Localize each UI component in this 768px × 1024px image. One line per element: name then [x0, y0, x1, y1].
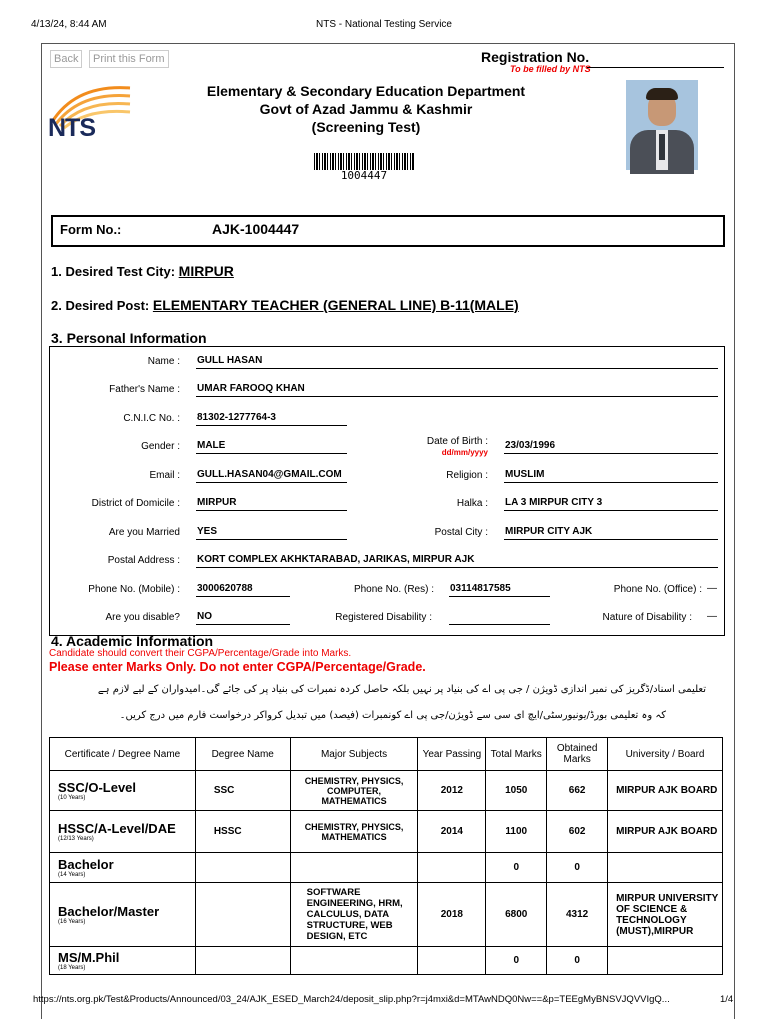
married-label: Are you Married — [108, 527, 180, 538]
total-cell: 0 — [486, 853, 547, 883]
subjects-cell — [290, 853, 418, 883]
logo-text: NTS — [48, 114, 95, 142]
address-label: Postal Address : — [107, 555, 180, 566]
mobile-value: 3000620788 — [196, 583, 290, 597]
cnic-value: 81302-1277764-3 — [196, 412, 347, 426]
father-value: UMAR FAROOQ KHAN — [196, 383, 718, 397]
registered-disability-value — [449, 611, 550, 625]
gender-label: Gender : — [141, 441, 180, 452]
board-cell: MIRPUR UNIVERSITY OF SCIENCE & TECHNOLOGY (MUST),MIRPUR — [608, 883, 723, 947]
degree-cell: HSSC — [195, 811, 290, 853]
religion-value: MUSLIM — [504, 469, 718, 483]
academic-header-row — [50, 738, 723, 771]
disable-label: Are you disable? — [105, 612, 180, 623]
degree-cell — [195, 883, 290, 947]
screening-title: (Screening Test) — [311, 119, 421, 135]
cert-years: (16 Years) — [58, 919, 86, 925]
cert-years: (14 Years) — [58, 872, 86, 878]
col-total: Total Marks — [486, 738, 547, 771]
registration-label: Registration No. — [481, 49, 590, 65]
subjects-cell — [290, 947, 418, 975]
total-cell: 1050 — [486, 771, 547, 811]
year-cell: 2014 — [418, 811, 486, 853]
desired-city — [51, 263, 234, 279]
urdu-note-2: کہ وہ تعلیمی بورڈ/یونیورسٹی/ایچ ای سی سے ڈویژن/جی پی اے کونمبرات (فیصد) میں تبدیل کرواکر درخواست فارم میں درج کریں۔ — [119, 710, 666, 721]
col-year: Year Passing — [418, 738, 486, 771]
gender-value: MALE — [196, 440, 347, 454]
halka-value: LA 3 MIRPUR CITY 3 — [504, 497, 718, 511]
table-row — [50, 853, 723, 883]
total-cell: 6800 — [486, 883, 547, 947]
table-row — [50, 947, 723, 975]
address-value: KORT COMPLEX AKHKTARABAD, JARIKAS, MIRPUR AJK — [196, 554, 718, 568]
form-no-label: Form No.: — [60, 222, 122, 237]
cert-years: (12/13 Years) — [58, 836, 94, 842]
cnic-label: C.N.I.C No. : — [123, 413, 180, 424]
domicile-value: MIRPUR — [196, 497, 347, 511]
registered-disability-label: Registered Disability : — [335, 612, 432, 623]
dob-value: 23/03/1996 — [504, 440, 718, 454]
subjects-cell: CHEMISTRY, PHYSICS, MATHEMATICS — [290, 811, 418, 853]
personal-heading: 3. Personal Information — [51, 330, 207, 346]
degree-cell — [195, 853, 290, 883]
candidate-photo — [626, 80, 698, 170]
dob-format: dd/mm/yyyy — [441, 448, 488, 457]
desired-post — [51, 297, 519, 313]
govt-title: Govt of Azad Jammu & Kashmir — [259, 101, 473, 117]
cert-cell — [50, 883, 196, 947]
disable-value: NO — [196, 611, 290, 625]
print-url: https://nts.org.pk/Test&Products/Announced/03_24/AJK_ESED_March24/deposit_slip.php?r=j4mxi&d=MTAwNDQ0Nw==&p=TEEgMyBNSVJQVVIgQ... — [33, 994, 670, 1005]
academic-note-1: Candidate should convert their CGPA/Percentage/Grade into Marks. — [49, 648, 352, 659]
desired-city-value: MIRPUR — [178, 263, 234, 279]
dob-label: Date of Birth : — [426, 436, 488, 447]
year-cell: 2018 — [418, 883, 486, 947]
academic-table — [49, 737, 723, 975]
obtained-cell: 4312 — [547, 883, 608, 947]
form-no-box — [51, 215, 725, 247]
academic-heading: 4. Academic Information — [51, 633, 214, 649]
nature-disability-value: — — [707, 611, 717, 622]
cert-cell — [50, 853, 196, 883]
cert-cell — [50, 771, 196, 811]
cert-name: Bachelor/Master — [58, 904, 160, 919]
academic-note-2: Please enter Marks Only. Do not enter CGPA/Percentage/Grade. — [49, 660, 426, 674]
subjects-cell: CHEMISTRY, PHYSICS, COMPUTER, MATHEMATICS — [290, 771, 418, 811]
barcode — [314, 153, 414, 170]
registration-line — [587, 67, 724, 68]
cert-years: (18 Years) — [58, 965, 86, 971]
board-cell: MIRPUR AJK BOARD — [608, 811, 723, 853]
email-label: Email : — [149, 470, 180, 481]
obtained-cell: 0 — [547, 853, 608, 883]
col-obtained: Obtained Marks — [547, 738, 608, 771]
obtained-cell: 662 — [547, 771, 608, 811]
year-cell: 2012 — [418, 771, 486, 811]
board-cell: MIRPUR AJK BOARD — [608, 771, 723, 811]
cert-cell — [50, 947, 196, 975]
postal-city-label: Postal City : — [434, 527, 488, 538]
registration-note: To be filled by NTS — [510, 64, 591, 74]
desired-city-label: 1. Desired Test City: — [51, 264, 176, 279]
father-label: Father's Name : — [109, 384, 180, 395]
res-phone-label: Phone No. (Res) : — [353, 584, 434, 595]
name-value: GULL HASAN — [196, 355, 718, 369]
year-cell — [418, 853, 486, 883]
res-phone-value: 03114817585 — [449, 583, 550, 597]
nts-logo — [46, 80, 130, 142]
obtained-cell: 0 — [547, 947, 608, 975]
table-row — [50, 771, 723, 811]
desired-post-label: 2. Desired Post: — [51, 298, 150, 313]
domicile-label: District of Domicile : — [91, 498, 180, 509]
office-phone-label: Phone No. (Office) : — [613, 584, 702, 595]
print-form-button[interactable]: Print this Form — [89, 50, 169, 68]
cert-name: MS/M.Phil — [58, 950, 120, 965]
halka-label: Halka : — [456, 498, 488, 509]
print-page-title: NTS - National Testing Service — [316, 19, 452, 30]
print-datetime: 4/13/24, 8:44 AM — [31, 19, 107, 30]
table-row — [50, 811, 723, 853]
back-button[interactable]: Back — [50, 50, 82, 68]
religion-label: Religion : — [446, 470, 488, 481]
degree-cell — [195, 947, 290, 975]
degree-cell: SSC — [195, 771, 290, 811]
board-cell — [608, 853, 723, 883]
total-cell: 1100 — [486, 811, 547, 853]
cert-name: SSC/O-Level — [58, 780, 137, 795]
cert-years: (10 Years) — [58, 795, 86, 801]
dept-title: Elementary & Secondary Education Department — [206, 83, 526, 99]
table-row — [50, 883, 723, 947]
desired-post-value: ELEMENTARY TEACHER (GENERAL LINE) B-11(MALE) — [152, 297, 519, 313]
nature-disability-label: Nature of Disability : — [602, 612, 692, 623]
col-degree: Degree Name — [195, 738, 290, 771]
office-phone-value: — — [707, 583, 717, 594]
total-cell: 0 — [486, 947, 547, 975]
col-board: University / Board — [608, 738, 723, 771]
email-value: GULL.HASAN04@GMAIL.COM — [196, 469, 347, 483]
postal-city-value: MIRPUR CITY AJK — [504, 526, 718, 540]
mobile-label: Phone No. (Mobile) : — [88, 584, 180, 595]
cert-name: HSSC/A-Level/DAE — [58, 821, 176, 836]
col-certificate: Certificate / Degree Name — [50, 738, 196, 771]
name-label: Name : — [147, 356, 180, 367]
print-page-number: 1/4 — [720, 994, 734, 1005]
form-no-value: AJK-1004447 — [212, 221, 300, 237]
year-cell — [418, 947, 486, 975]
cert-cell — [50, 811, 196, 853]
subjects-cell: SOFTWARE ENGINEERING, HRM, CALCULUS, DATA STRUCTURE, WEB DESIGN, ETC — [290, 883, 418, 947]
obtained-cell: 602 — [547, 811, 608, 853]
board-cell — [608, 947, 723, 975]
married-value: YES — [196, 526, 347, 540]
urdu-note-1: تعلیمی اسناد/ڈگریز کی نمبر اندازی ڈویژن / جی پی اے کی بنیاد پر نہیں بلکہ حاصل کردہ نمبرات کی بنیاد پر کی جائے گی۔امیدواران کے لیے لازم ہے — [97, 684, 706, 695]
cert-name: Bachelor — [58, 857, 114, 872]
barcode-number: 1004447 — [340, 169, 388, 182]
col-subjects: Major Subjects — [290, 738, 418, 771]
